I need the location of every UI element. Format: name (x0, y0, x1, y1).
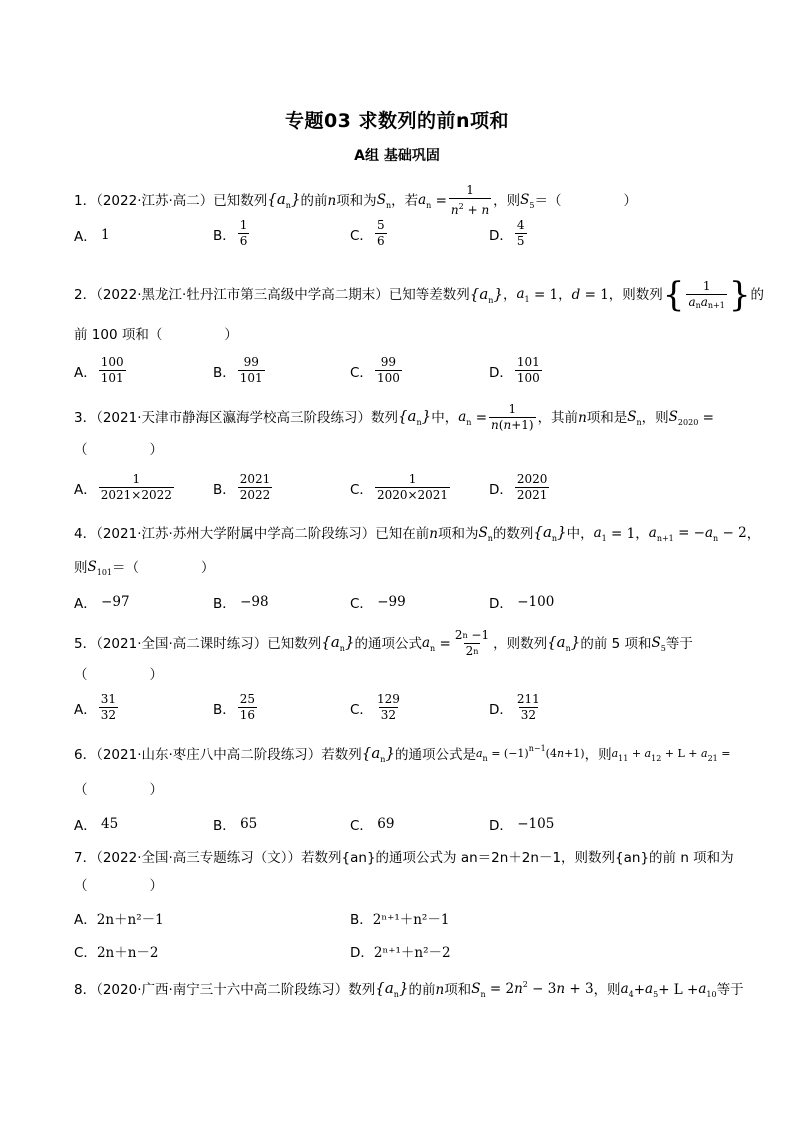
option-c[interactable]: C． 2n＋n－2 (74, 945, 159, 961)
option-d[interactable]: D． −105 (489, 816, 555, 834)
option-d[interactable]: D． $\frac{101}{100}$ (489, 355, 540, 385)
option-d[interactable]: D． 2ⁿ⁺¹＋n²－2 (350, 945, 451, 961)
question-2: 2．（2022·黑龙江·牡丹江市第三高级中学高二期末）已知等差数列 $\{a_n\}$ ， $a_1$ = 1 ， d = 1 ，则数列 { $\frac{1}{\text{anan+1}}$ } 的 (74, 275, 764, 315)
option-a[interactable]: A． 1 (74, 227, 110, 245)
question-6-continued: （ ） (74, 782, 163, 798)
option-c[interactable]: C． $\frac{5}{6}$ (350, 218, 385, 248)
option-b[interactable]: B． $\frac{99}{101}$ (213, 355, 263, 385)
option-b[interactable]: B． $\frac{1}{6}$ (213, 218, 248, 248)
question-7-continued: （ ） (74, 878, 163, 894)
option-a[interactable]: A． −97 (74, 594, 130, 612)
question-4: 4．（2021·江苏·苏州大学附属中学高二阶段练习）已知在前 n 项和为 $S_n$ 的数列 $\{a_n\}$ 中， $a_1$ = 1 ， $a_{n+1}$ = $-a_n - 2$ ， (74, 523, 761, 543)
option-a[interactable]: A． $\frac{31}{32}$ (74, 692, 117, 722)
option-b[interactable]: B． $\frac{25}{16}$ (213, 692, 256, 722)
question-6: 6．（2021·山东·枣庄八中高二阶段练习）若数列 $\{a_n\}$ 的通项公式是 $a_n = (-1)^{n-1}(4n+1)$ ，则 $a_{11} + a_{12} + L + a_{21}$ = (74, 744, 731, 764)
page-title: 专题03 求数列的前n项和 (284, 110, 510, 132)
option-c[interactable]: C． $\frac{129}{32}$ (350, 692, 400, 722)
option-b[interactable]: B． 2ⁿ⁺¹＋n²－1 (350, 912, 450, 928)
question-5: 5．（2021·全国·高二课时练习）已知数列 $\{a_n\}$ 的通项公式 $a_n$ = $\frac{2^n -1}{2^n}$ ，则数列 $\{a_n\}$ 的前 5 项和 $S_5$ 等于 (74, 628, 693, 658)
question-4-continued: 则 $S_{101}$ ＝（ ） (74, 559, 215, 577)
option-d[interactable]: D． $\frac{4}{5}$ (489, 218, 525, 248)
group-heading: A组 基础巩固 (354, 148, 440, 164)
option-c[interactable]: C． $\frac{99}{100}$ (350, 355, 400, 385)
option-c[interactable]: C． −99 (350, 594, 406, 612)
question-3-continued: （ ） (74, 442, 163, 458)
option-d[interactable]: D． −100 (489, 594, 555, 612)
question-7: 7．（2022·全国·高三专题练习（文））若数列{an}的通项公式为 an＝2n＋2n－1，则数列{an}的前 n 项和为 (74, 850, 734, 866)
option-d[interactable]: D． $\frac{2020}{2021}$ (489, 472, 548, 502)
option-c[interactable]: C． $\frac{1}{2020\times 2021}$ (350, 472, 449, 502)
question-5-continued: （ ） (74, 667, 163, 683)
option-a[interactable]: A． 2n＋n²－1 (74, 912, 164, 928)
question-8: 8．（2020·广西·南宁三十六中高二阶段练习）数列 $\{a_n\}$ 的前 n 项和 $S_n$ = $2n^2 - 3n + 3$ ，则 $a_4$ + $a_5$ + L + $a_{10}$ 等于 (74, 979, 744, 999)
option-c[interactable]: C． 69 (350, 816, 395, 834)
option-a[interactable]: A． 45 (74, 816, 119, 834)
question-2-continued: 前 100 项和（ ） (74, 327, 238, 343)
fraction: $\frac{1}{n^2 + n}$ (450, 183, 490, 217)
option-b[interactable]: B． −98 (213, 594, 269, 612)
option-a[interactable]: A． $\frac{100}{101}$ (74, 355, 124, 385)
option-d[interactable]: D． $\frac{211}{32}$ (489, 692, 540, 722)
option-a[interactable]: A． $\frac{1}{2021\times 2022}$ (74, 472, 172, 502)
sequence-symbol: $\{a_n\}$ (267, 190, 301, 210)
question-3: 3．（2021·天津市静海区瀛海学校高三阶段练习）数列 $\{a_n\}$ 中， $a_n$ = $\frac{1}{n(n+1)}$ ，其前 n 项和是 $S_n$ ，则 $S_{2020}$ = (74, 402, 714, 432)
option-b[interactable]: B． 65 (213, 816, 258, 834)
question-1: 1．（2022·江苏·高二）已知数列 $\{a_n\}$ 的前 n 项和为 $S_n$ ，若 $a_n$ = $\frac{1}{n^2 + n}$ ，则 $S_5$ ＝（ ） (74, 183, 638, 217)
option-b[interactable]: B． $\frac{2021}{2022}$ (213, 472, 271, 502)
